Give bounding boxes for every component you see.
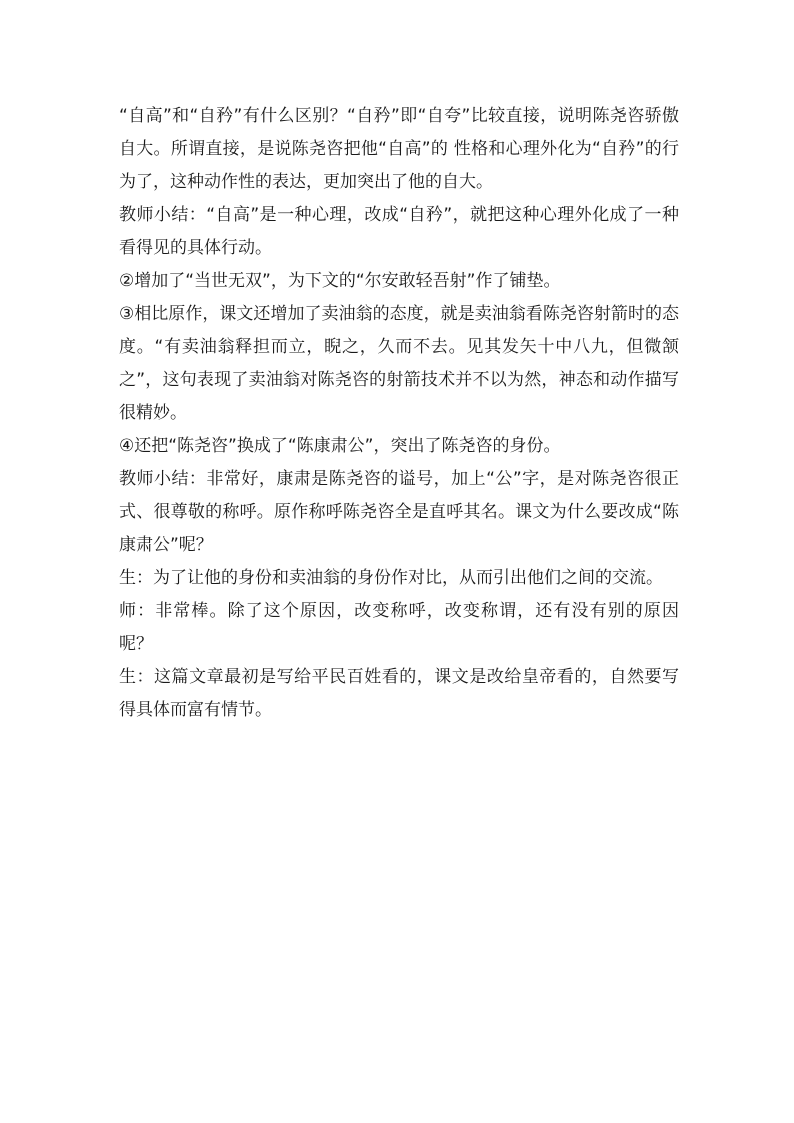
paragraph-teacher-summary-1: 教师小结：“自高”是一种心理，改成“自矜”，就把这种心理外化成了一种看得见的具体行动。 xyxy=(119,205,679,258)
document-body xyxy=(119,100,679,727)
paragraph-teacher-question: 师：非常棒。除了这个原因，改变称呼，改变称谓，还有没有别的原因呢？ xyxy=(119,601,679,654)
paragraph-point-2: ②增加了“当世无双”，为下文的“尔安敢轻吾射”作了铺垫。 xyxy=(119,271,561,291)
paragraph-comparison-explanation: “自高”和“自矜”有什么区别？“自矜”即“自夸”比较直接，说明陈尧咨骄傲自大。所谓直接，是说陈尧咨把他“自高”的 性格和心理外化为“自矜”的行为了，这种动作性的表达，更加突出了他的自大。 xyxy=(119,106,679,192)
paragraph-teacher-summary-2: 教师小结：非常好，康肃是陈尧咨的谥号，加上“公”字，是对陈尧咨很正式、很尊敬的称呼。原作称呼陈尧咨全是直呼其名。课文为什么要改成“陈康肃公”呢？ xyxy=(119,469,679,555)
paragraph-point-3: ③相比原作，课文还增加了卖油翁的态度，就是卖油翁看陈尧咨射箭时的态度。“有卖油翁释担而立，睨之，久而不去。见其发矢十中八九，但微颔之”，这句表现了卖油翁对陈尧咨的射箭技术并不以为然，神态和动作描写很精妙。 xyxy=(119,304,679,423)
paragraph-student-answer-2: 生：这篇文章最初是写给平民百姓看的，课文是改给皇帝看的，自然要写得具体而富有情节。 xyxy=(119,667,679,720)
paragraph-student-answer-1: 生：为了让他的身份和卖油翁的身份作对比，从而引出他们之间的交流。 xyxy=(119,568,663,588)
paragraph-point-4: ④还把“陈尧咨”换成了“陈康肃公”，突出了陈尧咨的身份。 xyxy=(119,436,561,456)
